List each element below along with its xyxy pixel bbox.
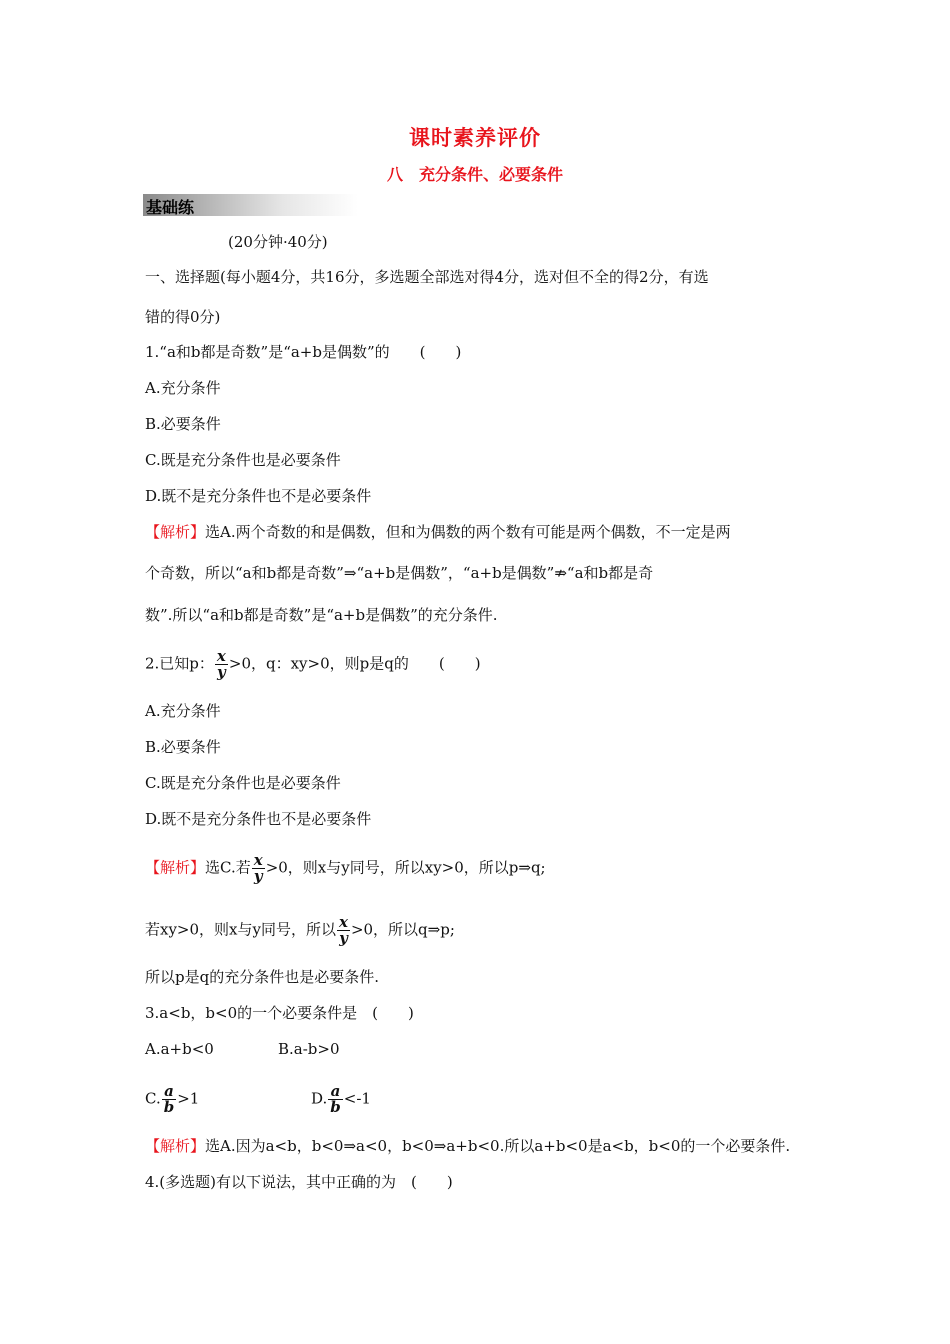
q2-option-a: A.充分条件 xyxy=(145,702,221,720)
q2-analysis-line-3: 所以p是q的充分条件也是必要条件. xyxy=(145,968,379,986)
page-subtitle xyxy=(0,162,950,185)
q1-option-a: A.充分条件 xyxy=(145,379,221,397)
answer-tag: 【解析】 xyxy=(145,858,206,877)
answer-tag: 【解析】 xyxy=(145,523,206,541)
q3-option-c: C. $\frac{a}{b}$ >1 xyxy=(145,1082,200,1116)
q1-option-c: C.既是充分条件也是必要条件 xyxy=(145,451,341,469)
subtitle-text: 充分条件、必要条件 xyxy=(419,165,564,184)
q2-option-c: C.既是充分条件也是必要条件 xyxy=(145,774,341,792)
q2-stem: 2.已知p： $\frac{x}{y}$ >0，q：xy>0，则p是q的 ( ) xyxy=(145,647,481,681)
q3-analysis: 【解析】选A.因为a<b，b<0⇒a<0，b<0⇒a+b<0.所以a+b<0是a<b，b<0的一个必要条件. xyxy=(145,1137,791,1155)
q1-analysis-line-3: 数”.所以“a和b都是奇数”是“a+b是偶数”的充分条件. xyxy=(145,606,498,624)
q3-option-b: B.a-b>0 xyxy=(278,1040,340,1058)
q1-option-b: B.必要条件 xyxy=(145,415,221,433)
instructions-line-1: 一、选择题(每小题4分，共16分，多选题全部选对得4分，选对但不全的得2分，有选 xyxy=(145,268,709,286)
q2-analysis-line-1: 【解析】选C.若 $\frac{x}{y}$ >0，则x与y同号，所以xy>0，所以p⇒q; xyxy=(145,851,546,885)
q2-option-d: D.既不是充分条件也不是必要条件 xyxy=(145,810,372,828)
subtitle-number: 八 xyxy=(386,165,403,184)
q1-analysis-line-1: 【解析】选A.两个奇数的和是偶数，但和为偶数的两个数有可能是两个偶数，不一定是两 xyxy=(145,523,731,541)
fraction-a-over-b: $\frac{a}{b}$ xyxy=(163,1082,175,1116)
section-label: 基础练 xyxy=(146,198,195,217)
q3-option-d: D. $\frac{a}{b}$ <-1 xyxy=(311,1082,371,1116)
fraction-a-over-b: $\frac{a}{b}$ xyxy=(330,1082,341,1116)
q2-option-b: B.必要条件 xyxy=(145,738,221,756)
time-note: (20分钟·40分) xyxy=(228,233,328,251)
instructions-line-2: 错的得0分) xyxy=(145,308,221,326)
q1-analysis-line-2: 个奇数，所以“a和b都是奇数”⇒“a+b是偶数”，“a+b是偶数”⇏“a和b都是奇 xyxy=(145,564,654,582)
fraction-x-over-y: $\frac{x}{y}$ xyxy=(216,647,226,681)
fraction-x-over-y: $\frac{x}{y}$ xyxy=(253,851,263,885)
q4-stem: 4.(多选题)有以下说法，其中正确的为 ( ) xyxy=(145,1173,453,1191)
page-title: 课时素养评价 xyxy=(409,125,541,150)
q1-option-d: D.既不是充分条件也不是必要条件 xyxy=(145,487,372,505)
q2-analysis-line-2: 若xy>0，则x与y同号，所以 $\frac{x}{y}$ >0，所以q⇒p; xyxy=(145,913,455,947)
q1-stem: 1.“a和b都是奇数”是“a+b是偶数”的 ( ) xyxy=(145,343,462,361)
q3-stem: 3.a<b，b<0的一个必要条件是 ( ) xyxy=(145,1004,414,1022)
fraction-x-over-y: $\frac{x}{y}$ xyxy=(338,913,348,947)
q3-option-a: A.a+b<0 xyxy=(145,1040,214,1058)
answer-tag: 【解析】 xyxy=(145,1137,206,1155)
